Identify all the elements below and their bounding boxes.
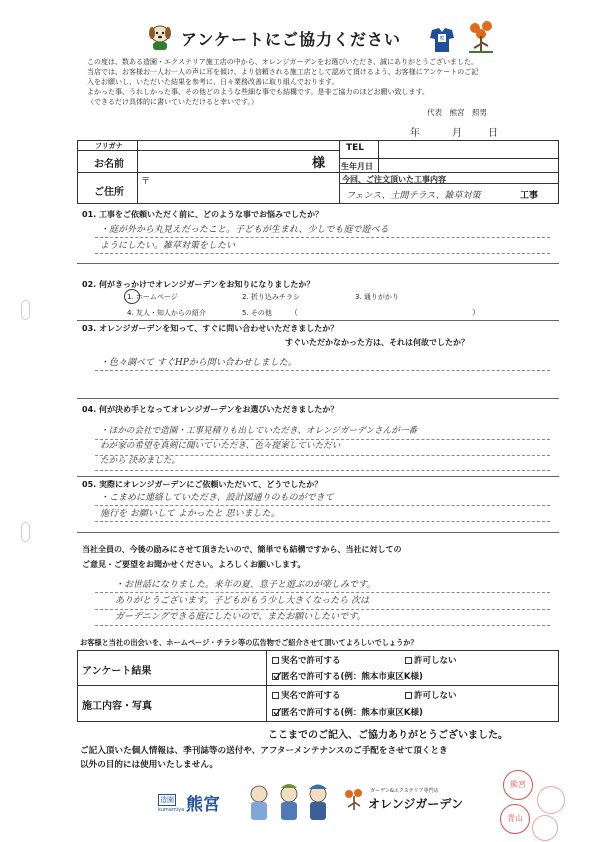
page-title: アンケートにご協力ください — [181, 30, 402, 49]
q6-answer-line: ガーデニングできる庭にしたいので、またお願いしたいです。 — [115, 612, 366, 622]
q4-answer-line: たから 決めました。 — [100, 456, 181, 466]
q1-title: 01. 工事をご依頼いただく前に、どのような事でお悩みでしたか？ — [82, 210, 323, 219]
permission-photos-no-option[interactable] — [405, 689, 457, 701]
date-year-label: 年 — [410, 128, 420, 139]
stamp-text: 熊宮 — [510, 780, 526, 789]
punch-hole-top — [21, 300, 30, 320]
header-happi-coat-icon — [427, 24, 457, 54]
checkbox-icon[interactable] — [272, 657, 279, 664]
permission-question: お客様と当社の出会いを、ホームページ・チラシ等の広告物でご紹介させて頂いてよろしいでしょうか？ — [80, 638, 418, 647]
intro-line: 当店では、お客様お一人お一人の声に耳を傾け、より信頼される施工店として認めて頂けるよう、お客様にアンケートのご記 — [87, 68, 479, 76]
q5-answer-line: 施行を お願いして よかったと 思いました。 — [100, 509, 280, 519]
permission-survey-anon-option[interactable] — [272, 670, 423, 682]
signature: 代表 熊宮 照男 — [427, 108, 487, 117]
seal-stamp-faint-icon — [537, 786, 565, 814]
tel-label: TEL — [346, 143, 365, 153]
permission-row-label-survey: アンケート結果 — [82, 666, 152, 677]
brand-right-small: ガーデン&エクステリア専門店 — [370, 788, 439, 794]
option-label: 許可しない — [414, 691, 457, 701]
q6-title — [82, 544, 402, 570]
brand-left-sub: kumamiya — [158, 807, 185, 813]
seal-stamp-aoyama — [500, 804, 530, 834]
q4-title: 04. 何が決め手となってオレンジガーデンをお選びいただきましたか？ — [82, 405, 339, 414]
q2-option-flyer: 2. 折り込みチラシ — [242, 293, 300, 301]
permission-row-label-photos: 施工内容・写真 — [82, 701, 152, 712]
stamp-text: 青山 — [507, 814, 523, 823]
intro-text — [87, 57, 557, 107]
option-label: 匿名で許可する(例：熊本市東区K様) — [281, 672, 423, 682]
privacy-line: ご記入頂いた個人情報は、季刊誌等の送付や、アフターメンテナンスのご手配をさせて頂くとき — [80, 746, 448, 756]
seal-stamp-faint-icon — [532, 815, 558, 841]
thanks-text: ここまでのご記入、ご協力ありがとうございました。 — [268, 730, 508, 741]
privacy-text — [80, 744, 448, 772]
q6-answer-line: ・お世話になりました。来年の夏、息子と遊ぶのが楽しみです。 — [115, 580, 376, 590]
q6-answer-line: ありがとうございます。子どもがもう少し大きくなったら 次は — [115, 596, 370, 606]
permission-photos-real-option[interactable] — [272, 689, 341, 701]
q5-answer-line: ・こまめに連絡していただき、設計図通りのものができて — [100, 493, 334, 503]
q5-title: 05. 実際にオレンジガーデンにご依頼いただいて、どうでしたか？ — [82, 480, 323, 489]
furigana-label: フリガナ — [95, 142, 123, 150]
q6-title-line: ご意見・ご要望をお聞かせください。よろしくお願いします。 — [82, 560, 306, 569]
checkbox-checked-icon[interactable] — [272, 673, 279, 680]
q1-answer-line: ようにしたい。雑草対策をしたい — [100, 241, 236, 251]
address-label: ご住所 — [94, 187, 124, 198]
checkbox-icon[interactable] — [272, 692, 279, 699]
q3-subtitle: すぐいただかなかった方は、それは何故でしたか？ — [285, 338, 469, 347]
q2-other-paren-close: ） — [472, 308, 480, 317]
header-dog-mascot-icon — [146, 22, 174, 52]
q3-answer — [100, 357, 560, 369]
q2-option-label: 1. ホームページ — [127, 293, 178, 301]
q1-answer — [100, 224, 560, 252]
q2-other-paren-open: （ — [290, 308, 298, 317]
intro-line: （できるだけ具体的に書いていただけると幸いです。） — [87, 98, 258, 106]
option-label: 匿名で許可する(例：熊本市東区K様) — [281, 708, 423, 718]
q2-option-referral: 4. 友人・知人からの紹介 — [127, 309, 206, 317]
work-label: 今回、ご注文頂いた工事内容 — [342, 175, 446, 184]
header-orange-tree-icon — [465, 18, 497, 54]
checkbox-icon[interactable] — [405, 657, 412, 664]
q6-title-line: 当社全員の、今後の励みにさせて頂きたいので、簡単でも結構ですから、当社に対しての — [82, 545, 402, 554]
brand-left-name: 熊宮 — [186, 795, 220, 815]
birth-label: 生年月日 — [341, 162, 373, 171]
brand-right-name: オレンジガーデン — [368, 797, 464, 811]
brand-left-small: 造園 — [160, 796, 174, 804]
q1-answer-line: ・庭が外から丸見えだったこと。子どもが生まれ、少しでも庭で遊べる — [100, 225, 389, 235]
intro-line: この度は、数ある造園・エクステリア施工店の中から、オレンジガーデンをお選びいただき、誠にありがとうございました。 — [87, 58, 479, 66]
staff-mascots-illustration — [245, 780, 333, 824]
postal-mark: 〒 — [141, 177, 151, 187]
q2-title: 02. 何がきっかけでオレンジガーデンをお知りになりましたか？ — [82, 280, 315, 289]
option-label: 実名で許可する — [281, 656, 341, 666]
q3-answer-line: ・色々調べて すぐHPから問い合わせしました。 — [100, 358, 297, 368]
intro-line: 入をお願いし、いただいた結果を参考に、日々業務改善に取り組んでおります。 — [87, 78, 339, 86]
sama-label: 様 — [312, 156, 326, 171]
q2-option-other: 5. その他 — [242, 309, 272, 317]
name-label: お名前 — [94, 159, 124, 170]
option-label: 許可しない — [414, 656, 457, 666]
seal-stamp-kumamiya — [503, 770, 533, 800]
orange-garden-logo-icon — [343, 788, 365, 812]
q4-answer-line: わが家の希望を真剣に聞いていただき、色々提案していただい — [100, 441, 341, 451]
date-day-label: 日 — [488, 128, 498, 139]
brand-kumamiya-logo — [158, 792, 242, 820]
checkbox-icon[interactable] — [405, 692, 412, 699]
q5-answer — [100, 492, 560, 520]
punch-hole-bottom — [21, 522, 30, 542]
intro-line: よかった事、うれしかった事、その他どのような些細な事でも結構です。是非ご協力のほどお願い致します。 — [87, 88, 429, 96]
q2-selected-circle — [124, 289, 140, 304]
date-month-label: 月 — [452, 128, 462, 139]
checkbox-checked-icon[interactable] — [272, 709, 279, 716]
permission-photos-anon-option[interactable] — [272, 706, 423, 718]
q4-answer-line: ・ほかの会社で造園・工事見積りも出していただき、オレンジガーデンさんが一番 — [100, 426, 418, 436]
permission-survey-no-option[interactable] — [405, 654, 457, 666]
q3-title: 03. オレンジガーデンを知って、すぐに問い合わせいただきましたか？ — [82, 324, 339, 333]
q6-answer — [115, 579, 565, 623]
svg-text:熊: 熊 — [439, 36, 445, 42]
permission-survey-real-option[interactable] — [272, 654, 341, 666]
work-suffix: 工事 — [520, 191, 539, 201]
option-label: 実名で許可する — [281, 691, 341, 701]
privacy-line: 以外の目的には使用いたしません。 — [80, 760, 219, 770]
q4-answer — [100, 425, 560, 467]
work-value: フェンス、土間テラス、雑草対策 — [346, 191, 481, 201]
q2-option-passing: 3. 通りがかり — [355, 293, 399, 301]
